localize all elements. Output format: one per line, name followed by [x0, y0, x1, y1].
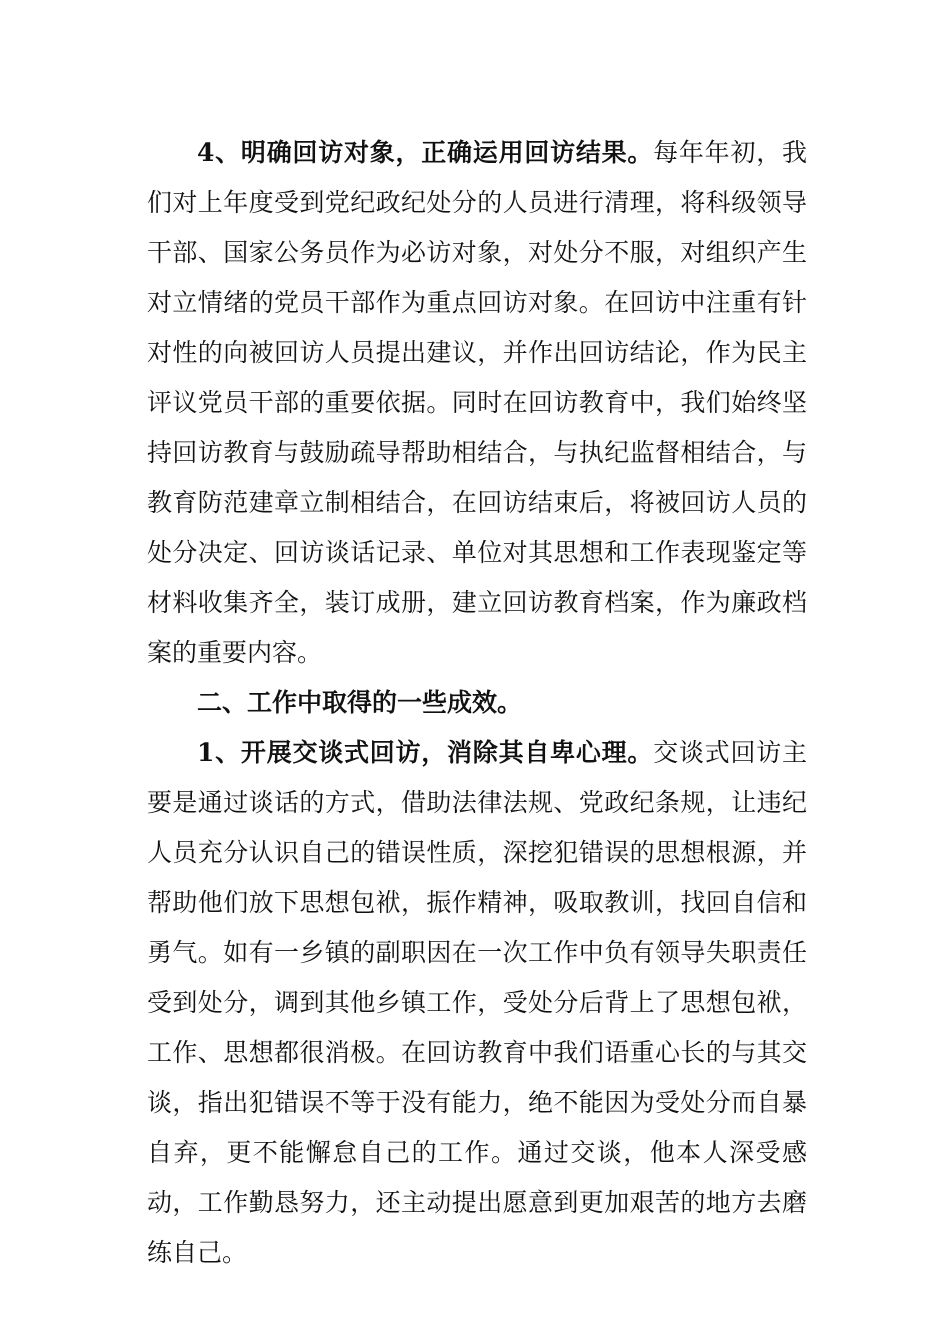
- paragraph-4: [147, 128, 807, 678]
- paragraph-1: [147, 728, 807, 1278]
- document-body: [147, 128, 807, 1278]
- section-heading-2: 二、工作中取得的一些成效。: [197, 688, 523, 717]
- paragraph-4-body: 每年年初，我们对上年度受到党纪政纪处分的人员进行清理，将科级领导干部、国家公务员作为必访对象，对处分不服，对组织产生对立情绪的党员干部作为重点回访对象。在回访中注重有针对性的向被回访人员提出建议，并作出回访结论，作为民主评议党员干部的重要依据。同时在回访教育中，我们始终坚持回访教育与鼓励疏导帮助相结合，与执纪监督相结合，与教育防范建章立制相结合，在回访结束后，将被回访人员的处分决定、回访谈话记录、单位对其思想和工作表现鉴定等材料收集齐全，装订成册，建立回访教育档案，作为廉政档案的重要内容。: [147, 138, 807, 667]
- paragraph-4-lead: 4、明确回访对象，正确运用回访结果。: [197, 138, 654, 167]
- paragraph-1-body: 交谈式回访主要是通过谈话的方式，借助法律法规、党政纪条规，让违纪人员充分认识自己的错误性质，深挖犯错误的思想根源，并帮助他们放下思想包袱，振作精神，吸取教训，找回自信和勇气。如有一乡镇的副职因在一次工作中负有领导失职责任受到处分，调到其他乡镇工作，受处分后背上了思想包袱，工作、思想都很消极。在回访教育中我们语重心长的与其交谈，指出犯错误不等于没有能力，绝不能因为受处分而自暴自弃，更不能懈怠自己的工作。通过交谈，他本人深受感动，工作勤恳努力，还主动提出愿意到更加艰苦的地方去磨练自己。: [147, 738, 807, 1267]
- paragraph-1-lead: 1、开展交谈式回访，消除其自卑心理。: [197, 738, 654, 767]
